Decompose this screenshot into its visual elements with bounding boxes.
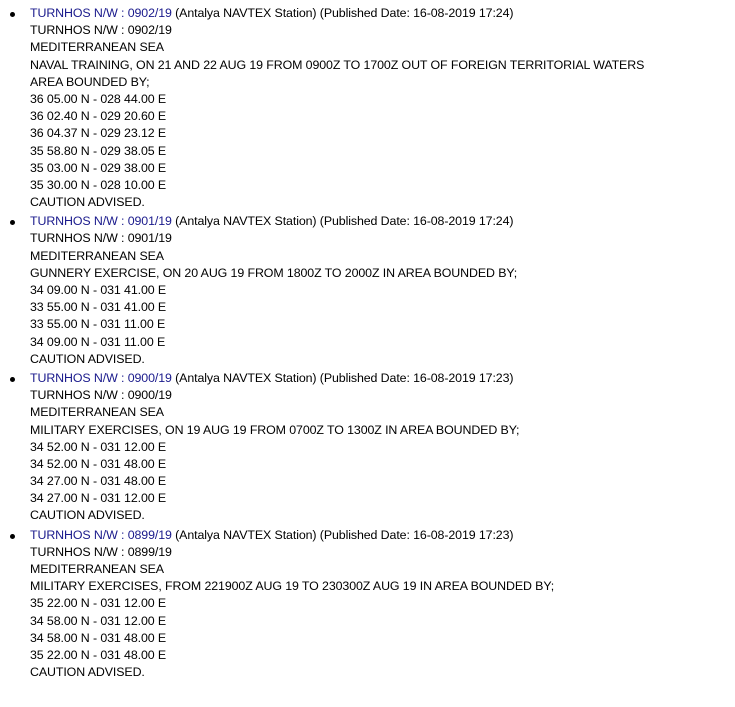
coordinate-line: 36 05.00 N - 028 44.00 E	[30, 91, 167, 106]
notice-link-0899[interactable]: TURNHOS N/W : 0899/19	[30, 527, 172, 542]
coordinate-line: 34 52.00 N - 031 48.00 E	[30, 456, 167, 471]
notice-header-info: (Antalya NAVTEX Station) (Published Date: 16-08-2019 17:23)	[171, 370, 514, 385]
bullet-icon	[10, 377, 15, 382]
coordinate-line: 34 27.00 N - 031 12.00 E	[30, 491, 167, 506]
notice-link-0902[interactable]: TURNHOS N/W : 0902/19	[30, 6, 172, 20]
notice-caution-line: CAUTION ADVISED.	[30, 195, 145, 210]
coordinate-line: 33 55.00 N - 031 41.00 E	[30, 300, 167, 315]
notice-description-line: MILITARY EXERCISES, FROM 221900Z AUG 19 TO 230300Z AUG 19 IN AREA BOUNDED BY;	[30, 579, 555, 594]
notice-link-0901[interactable]: TURNHOS N/W : 0901/19	[30, 214, 172, 229]
coordinate-line: 34 58.00 N - 031 12.00 E	[30, 613, 167, 628]
coordinate-line: 36 02.40 N - 029 20.60 E	[30, 109, 167, 124]
bullet-icon	[10, 12, 15, 17]
bullet-icon	[10, 534, 15, 539]
notice-header	[30, 5, 735, 22]
notice-caution-line: CAUTION ADVISED.	[30, 508, 145, 523]
notice-header-info: (Antalya NAVTEX Station) (Published Date: 16-08-2019 17:23)	[171, 527, 514, 542]
notice-item-0902	[0, 5, 735, 211]
notice-region-line: MEDITERRANEAN SEA	[30, 562, 164, 576]
coordinate-line: 33 55.00 N - 031 11.00 E	[30, 317, 166, 332]
coordinate-line: 35 22.00 N - 031 12.00 E	[30, 596, 167, 611]
coordinate-line: 34 09.00 N - 031 41.00 E	[30, 283, 167, 297]
coordinate-line: 36 04.37 N - 029 23.12 E	[30, 126, 167, 141]
notice-region-line: MEDITERRANEAN SEA	[30, 405, 164, 420]
coordinate-line: 35 58.80 N - 029 38.05 E	[30, 143, 167, 158]
notice-region-line: MEDITERRANEAN SEA	[30, 40, 164, 55]
coordinate-line: 35 30.00 N - 028 10.00 E	[30, 177, 167, 192]
bullet-icon	[10, 220, 15, 225]
notice-area-line: AREA BOUNDED BY;	[30, 74, 150, 89]
notice-header-info: (Antalya NAVTEX Station) (Published Date: 16-08-2019 17:24)	[171, 6, 514, 20]
navtex-notice-page	[0, 5, 735, 683]
coordinate-line: 35 22.00 N - 031 48.00 E	[30, 647, 167, 662]
notice-header	[30, 213, 735, 230]
notice-id-line: TURNHOS N/W : 0899/19	[30, 544, 172, 559]
notice-header	[30, 527, 735, 544]
notice-id-line: TURNHOS N/W : 0900/19	[30, 388, 172, 403]
coordinate-line: 34 09.00 N - 031 11.00 E	[30, 334, 166, 349]
coordinate-line: 34 27.00 N - 031 48.00 E	[30, 474, 167, 489]
notice-list	[0, 5, 735, 681]
coordinate-line: 34 52.00 N - 031 12.00 E	[30, 439, 167, 454]
notice-region-line: MEDITERRANEAN SEA	[30, 248, 164, 263]
notice-caution-line: CAUTION ADVISED.	[30, 351, 145, 366]
notice-link-0900[interactable]: TURNHOS N/W : 0900/19	[30, 370, 172, 385]
notice-header	[30, 370, 735, 387]
notice-item-0900	[0, 370, 735, 525]
notice-item-0899	[0, 527, 735, 682]
notice-item-0901	[0, 213, 735, 368]
notice-id-line: TURNHOS N/W : 0901/19	[30, 231, 172, 246]
notice-description-line: MILITARY EXERCISES, ON 19 AUG 19 FROM 0700Z TO 1300Z IN AREA BOUNDED BY;	[30, 422, 520, 437]
notice-header-info: (Antalya NAVTEX Station) (Published Date: 16-08-2019 17:24)	[171, 214, 514, 229]
notice-id-line: TURNHOS N/W : 0902/19	[30, 23, 172, 38]
notice-description-line: GUNNERY EXERCISE, ON 20 AUG 19 FROM 1800Z TO 2000Z IN AREA BOUNDED BY;	[30, 265, 518, 280]
notice-caution-line: CAUTION ADVISED.	[30, 665, 145, 680]
coordinate-line: 34 58.00 N - 031 48.00 E	[30, 630, 167, 645]
coordinate-line: 35 03.00 N - 029 38.00 E	[30, 160, 167, 175]
notice-description-line: NAVAL TRAINING, ON 21 AND 22 AUG 19 FROM 0900Z TO 1700Z OUT OF FOREIGN TERRITORIAL WATERS	[30, 57, 645, 72]
